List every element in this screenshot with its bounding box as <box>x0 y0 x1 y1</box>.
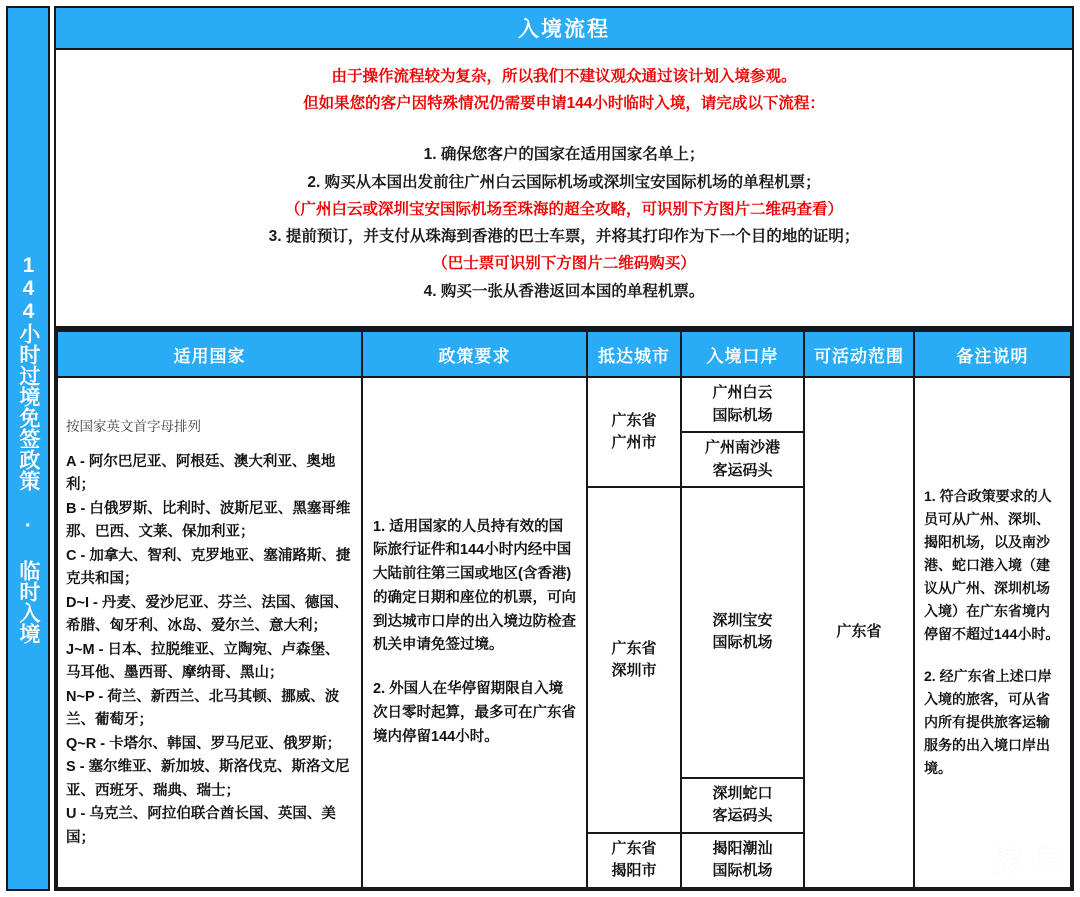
country-group: C - 加拿大、智利、克罗地亚、塞浦路斯、捷克共和国； <box>66 547 351 588</box>
cell-arrival-city: 广东省 广州市 <box>587 377 681 487</box>
policy-paragraph: 1. 适用国家的人员持有效的国际旅行证件和144小时内经中国大陆前往第三国或地区(含香港)的确定日期和座位的机票，可向到达城市口岸的出入境边防检查机关申请免签过境。 <box>373 518 576 654</box>
step-item: 1. 确保您客户的国家在适用国家名单上； <box>423 146 705 164</box>
country-group: U - 乌克兰、阿拉伯联合酋长国、英国、美国； <box>66 806 336 846</box>
table-row <box>57 377 1071 432</box>
countries-sort-note: 按国家英文首字母排列 <box>66 418 201 434</box>
intro-panel <box>54 50 1074 328</box>
cell-entry-port: 深圳蛇口 客运码头 <box>681 778 804 833</box>
cell-policy-requirements <box>362 377 587 888</box>
step-item: （广州白云或深圳宝安国际机场至珠海的超全攻略，可识别下方图片二维码查看） <box>284 200 843 218</box>
country-group: N~P - 荷兰、新西兰、北马其顿、挪威、波兰、葡萄牙； <box>66 688 340 729</box>
policy-paragraph: 2. 外国人在华停留期限自入境次日零时起算，最多可在广东省境内停留144小时。 <box>373 681 576 745</box>
note-paragraph: 1. 符合政策要求的人员可从广州、深圳、揭阳机场，以及南沙港、蛇口港入境（建议从广州、深圳机场入境）在广东省境内停留不超过144小时。 <box>924 487 1060 642</box>
column-header-notes: 备注说明 <box>914 331 1071 377</box>
vertical-title-text: 144小时过境免签政策 · 临时入境 <box>16 253 40 644</box>
cell-arrival-city: 广东省 揭阳市 <box>587 833 681 888</box>
cell-entry-port: 揭阳潮汕 国际机场 <box>681 833 804 888</box>
table-body <box>57 377 1071 888</box>
steps-list <box>70 141 1058 305</box>
note-paragraph: 2. 经广东省上述口岸入境的旅客，可从省内所有提供旅客运输服务的出入境口岸出境。 <box>924 668 1052 777</box>
column-header-city: 抵达城市 <box>587 331 681 377</box>
cell-arrival-city: 广东省 深圳市 <box>587 487 681 832</box>
column-header-scope: 可活动范围 <box>804 331 914 377</box>
country-group: D~I - 丹麦、爱沙尼亚、芬兰、法国、德国、希腊、匈牙利、冰岛、爱尔兰、意大利； <box>66 594 349 635</box>
country-group: A - 阿尔巴尼亚、阿根廷、澳大利亚、奥地利； <box>66 454 336 494</box>
policy-table-container <box>54 328 1074 891</box>
cell-entry-port: 广州白云 国际机场 <box>681 377 804 432</box>
step-item: 2. 购买从本国出发前往广州白云国际机场或深圳宝安国际机场的单程机票； <box>307 173 821 191</box>
page-title: 入境流程 <box>518 18 610 41</box>
warning-line-1: 由于操作流程较为复杂，所以我们不建议观众通过该计划入境参观。 <box>331 68 797 85</box>
country-group: Q~R - 卡塔尔、韩国、罗马尼亚、俄罗斯； <box>66 735 342 752</box>
column-header-countries: 适用国家 <box>57 331 362 377</box>
cell-entry-port: 深圳宝安 国际机场 <box>681 487 804 777</box>
country-group: B - 白俄罗斯、比利时、波斯尼亚、黑塞哥维那、巴西、文莱、保加利亚； <box>66 500 351 541</box>
page-title-bar <box>54 6 1074 50</box>
table-header-row <box>57 331 1071 377</box>
column-header-policy: 政策要求 <box>362 331 587 377</box>
step-item: （巴士票可识别下方图片二维码购买） <box>432 255 696 273</box>
step-item: 4. 购买一张从香港返回本国的单程机票。 <box>423 282 705 300</box>
vertical-title-banner <box>6 6 50 891</box>
cell-notes <box>914 377 1071 888</box>
country-group: J~M - 日本、拉脱维亚、立陶宛、卢森堡、马耳他、墨西哥、摩纳哥、黑山； <box>66 641 340 682</box>
cell-activity-scope: 广东省 <box>804 377 914 888</box>
cell-applicable-countries <box>57 377 362 888</box>
policy-table <box>56 330 1072 889</box>
step-item: 3. 提前预订，并支付从珠海到香港的巴士车票，并将其打印作为下一个目的地的证明； <box>268 228 860 246</box>
column-header-port: 入境口岸 <box>681 331 804 377</box>
cell-entry-port: 广州南沙港 客运码头 <box>681 432 804 487</box>
warning-line-2: 但如果您的客户因特殊情况仍需要申请144小时临时入境，请完成以下流程： <box>303 94 825 112</box>
table-head <box>57 331 1071 377</box>
country-group: S - 塞尔维亚、新加坡、斯洛伐克、斯洛文尼亚、西班牙、瑞典、瑞士； <box>66 759 350 799</box>
watermark: 聚焦 <box>990 843 1064 881</box>
